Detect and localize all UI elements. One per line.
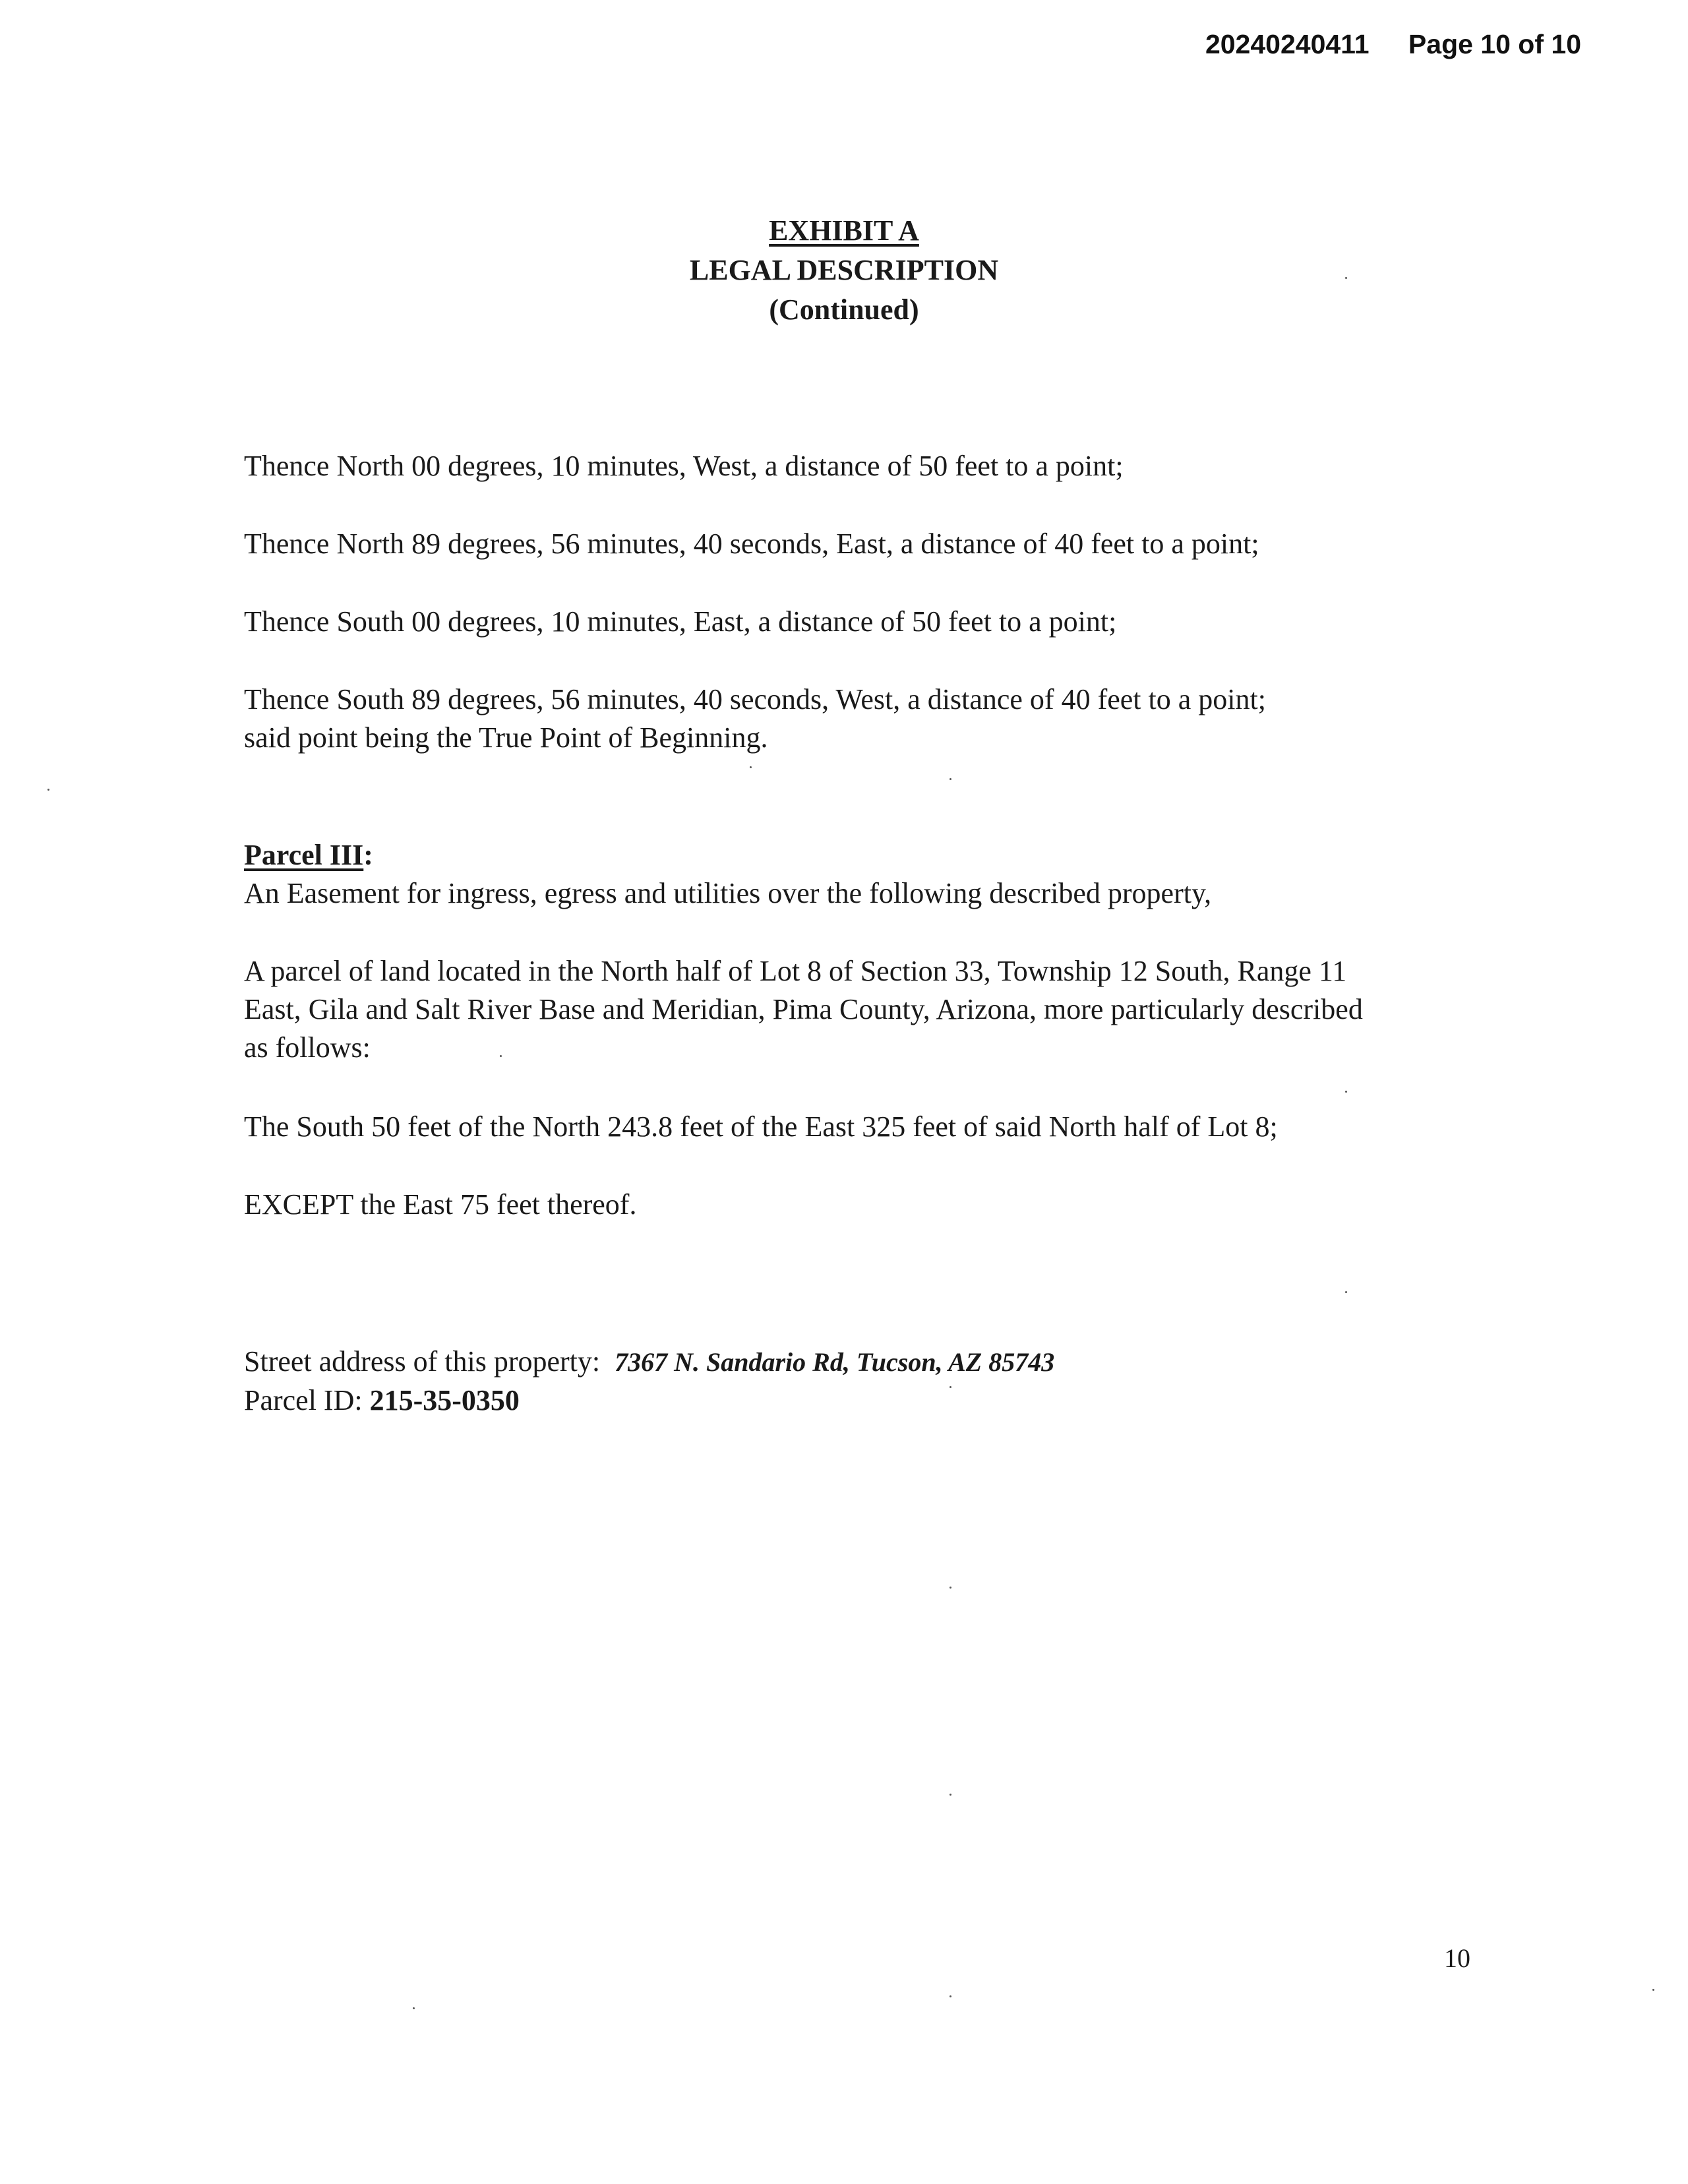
course-4 xyxy=(244,681,1497,757)
scan-speck xyxy=(47,789,49,791)
parcel-location-line-1: A parcel of land located in the North half of Lot 8 of Section 33, Township 12 South, Range 11 xyxy=(244,955,1347,987)
page-number: 10 xyxy=(1444,1943,1470,1973)
exhibit-heading xyxy=(0,211,1688,330)
street-address-label: Street address of this property: xyxy=(244,1345,601,1378)
section-title: LEGAL DESCRIPTION xyxy=(689,254,999,286)
parcel-iii-heading-text: Parcel III xyxy=(244,839,364,871)
scan-speck xyxy=(1345,1291,1347,1293)
parcel-exception-text: EXCEPT the East 75 feet thereof. xyxy=(244,1188,637,1221)
course-3-text: Thence South 00 degrees, 10 minutes, East, a distance of 50 feet to a point; xyxy=(244,605,1117,638)
property-info xyxy=(244,1343,1497,1420)
scan-speck xyxy=(1345,1091,1347,1093)
parcel-exception xyxy=(244,1186,1497,1224)
continued-label: (Continued) xyxy=(769,293,919,326)
scan-speck xyxy=(950,1587,951,1589)
page-stamp xyxy=(1205,29,1581,60)
scan-speck xyxy=(1345,277,1347,279)
course-2-text: Thence North 89 degrees, 56 minutes, 40 seconds, East, a distance of 40 feet to a point; xyxy=(244,528,1259,560)
scan-speck xyxy=(500,1055,502,1057)
parcel-location xyxy=(244,952,1497,1067)
scan-speck xyxy=(950,778,951,780)
parcel-id-line xyxy=(244,1381,1497,1420)
course-4-text: Thence South 89 degrees, 56 minutes, 40 seconds, West, a distance of 40 feet to a point; xyxy=(244,683,1266,715)
scan-speck xyxy=(1652,1989,1654,1991)
exhibit-title: EXHIBIT A xyxy=(769,214,919,247)
street-address-value: 7367 N. Sandario Rd, Tucson, AZ 85743 xyxy=(615,1347,1055,1377)
parcel-iii-heading xyxy=(244,836,1497,874)
document-number: 20240240411 xyxy=(1205,29,1370,59)
parcel-id-label: Parcel ID: xyxy=(244,1384,363,1416)
course-1-text: Thence North 00 degrees, 10 minutes, West, a distance of 50 feet to a point; xyxy=(244,450,1124,482)
course-3 xyxy=(244,603,1497,641)
parcel-iii-block xyxy=(244,836,1497,913)
course-1 xyxy=(244,447,1497,485)
street-address-line xyxy=(244,1343,1497,1381)
scan-speck xyxy=(413,2007,415,2009)
true-point-of-beginning: said point being the True Point of Beginning. xyxy=(244,721,768,754)
parcel-description-text: The South 50 feet of the North 243.8 feet of the East 325 feet of said North half of Lot 8; xyxy=(244,1110,1278,1143)
scan-speck xyxy=(750,766,752,768)
scan-speck xyxy=(950,1386,951,1388)
easement-intro: An Easement for ingress, egress and utilities over the following described property, xyxy=(244,877,1212,909)
page-label: Page 10 of 10 xyxy=(1408,29,1581,59)
parcel-id-value: 215-35-0350 xyxy=(369,1384,520,1416)
scan-speck xyxy=(950,1995,951,1997)
parcel-description xyxy=(244,1108,1497,1146)
parcel-location-line-3: as follows: xyxy=(244,1031,371,1064)
course-2 xyxy=(244,525,1497,563)
scan-speck xyxy=(950,1794,951,1796)
parcel-location-line-2: East, Gila and Salt River Base and Meridian, Pima County, Arizona, more particularly described xyxy=(244,993,1363,1025)
parcel-iii-heading-colon: : xyxy=(363,839,373,871)
